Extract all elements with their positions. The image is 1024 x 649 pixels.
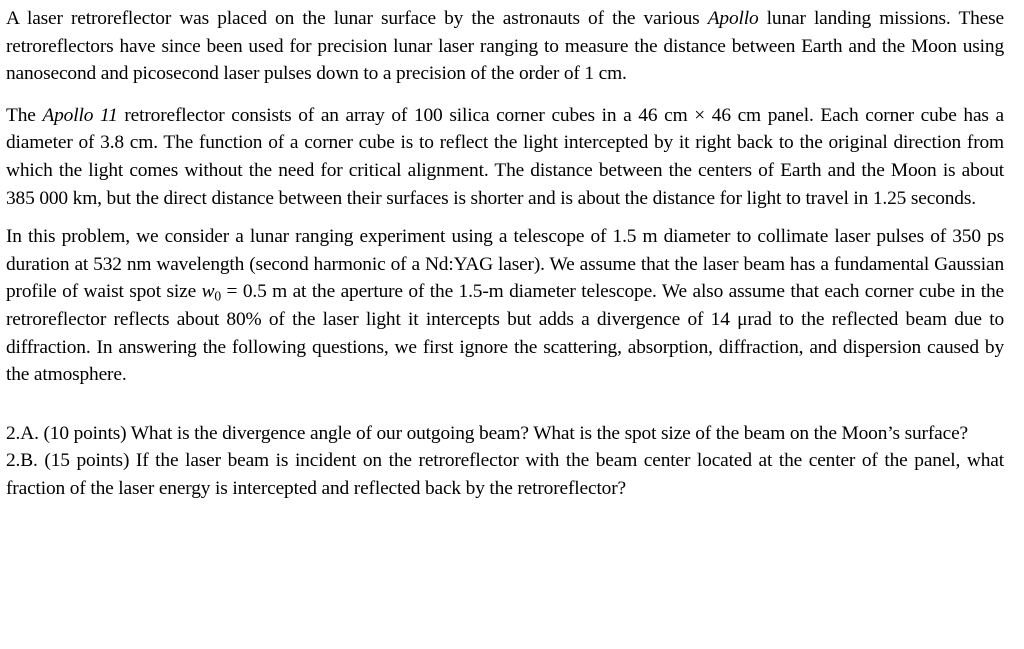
waist-symbol: w bbox=[201, 281, 215, 303]
paragraph-retroreflector-text-2: retroreflector consists of an array of 100 silica corner cubes in a 46 cm × 46 cm panel. Each corner cube has a diameter of 3.8 cm. The function of a corner cube is to reflect the light intercepted by it right back to the original direction from which the light comes without the need for critical alignment. The distance between the centers of Earth and the Moon is about 385 000 km, but the direct distance between their surfaces is shorter and is about the distance for light to travel in 1.25 seconds. bbox=[6, 104, 1004, 209]
apollo-11-italic: Apollo 11 bbox=[42, 104, 118, 126]
paragraph-experiment-text-1: In this problem, we consider a lunar ranging experiment using a telescope of 1.5 m diameter to collimate laser pulses of 350 ps duration at 532 nm wavelength (second harmonic of a Nd:YAG laser). We assume that the laser beam has a fundamental Gaussian profile of waist spot size bbox=[6, 226, 1004, 303]
paragraph-retroreflector-text-1: The bbox=[6, 104, 43, 126]
paragraph-retroreflector bbox=[6, 102, 1004, 212]
paragraph-intro bbox=[6, 5, 1004, 88]
paragraph-experiment-text-2: = 0.5 m at the aperture of the 1.5-m diameter telescope. We also assume that each corner cube in the retroreflector reflects about 80% of the laser light it intercepts but adds a divergence of 14 μrad to the reflected beam due to diffraction. In answering the following questions, we first ignore the scattering, absorption, diffraction, and dispersion caused by the atmosphere. bbox=[6, 281, 1004, 386]
waist-subscript: 0 bbox=[214, 288, 221, 304]
paragraph-intro-text-2: lunar landing missions. These retroreflectors have since been used for precision lunar laser ranging to measure the distance between Earth and the Moon using nanosecond and picosecond laser pulses down to a precision of the order of 1 cm. bbox=[6, 8, 1004, 85]
apollo-italic: Apollo bbox=[707, 8, 759, 29]
paragraph-experiment bbox=[6, 223, 1004, 389]
question-2b: 2.B. (15 points) If the laser beam is incident on the retroreflector with the beam center located at the center of the panel, what fraction of the laser energy is intercepted and reflected back by the retroreflector? bbox=[6, 450, 1004, 499]
question-2a: 2.A. (10 points) What is the divergence angle of our outgoing beam? What is the spot size of the beam on the Moon’s surface? bbox=[6, 422, 968, 444]
paragraph-intro-text-1: A laser retroreflector was placed on the lunar surface by the astronauts of the various bbox=[6, 8, 708, 29]
